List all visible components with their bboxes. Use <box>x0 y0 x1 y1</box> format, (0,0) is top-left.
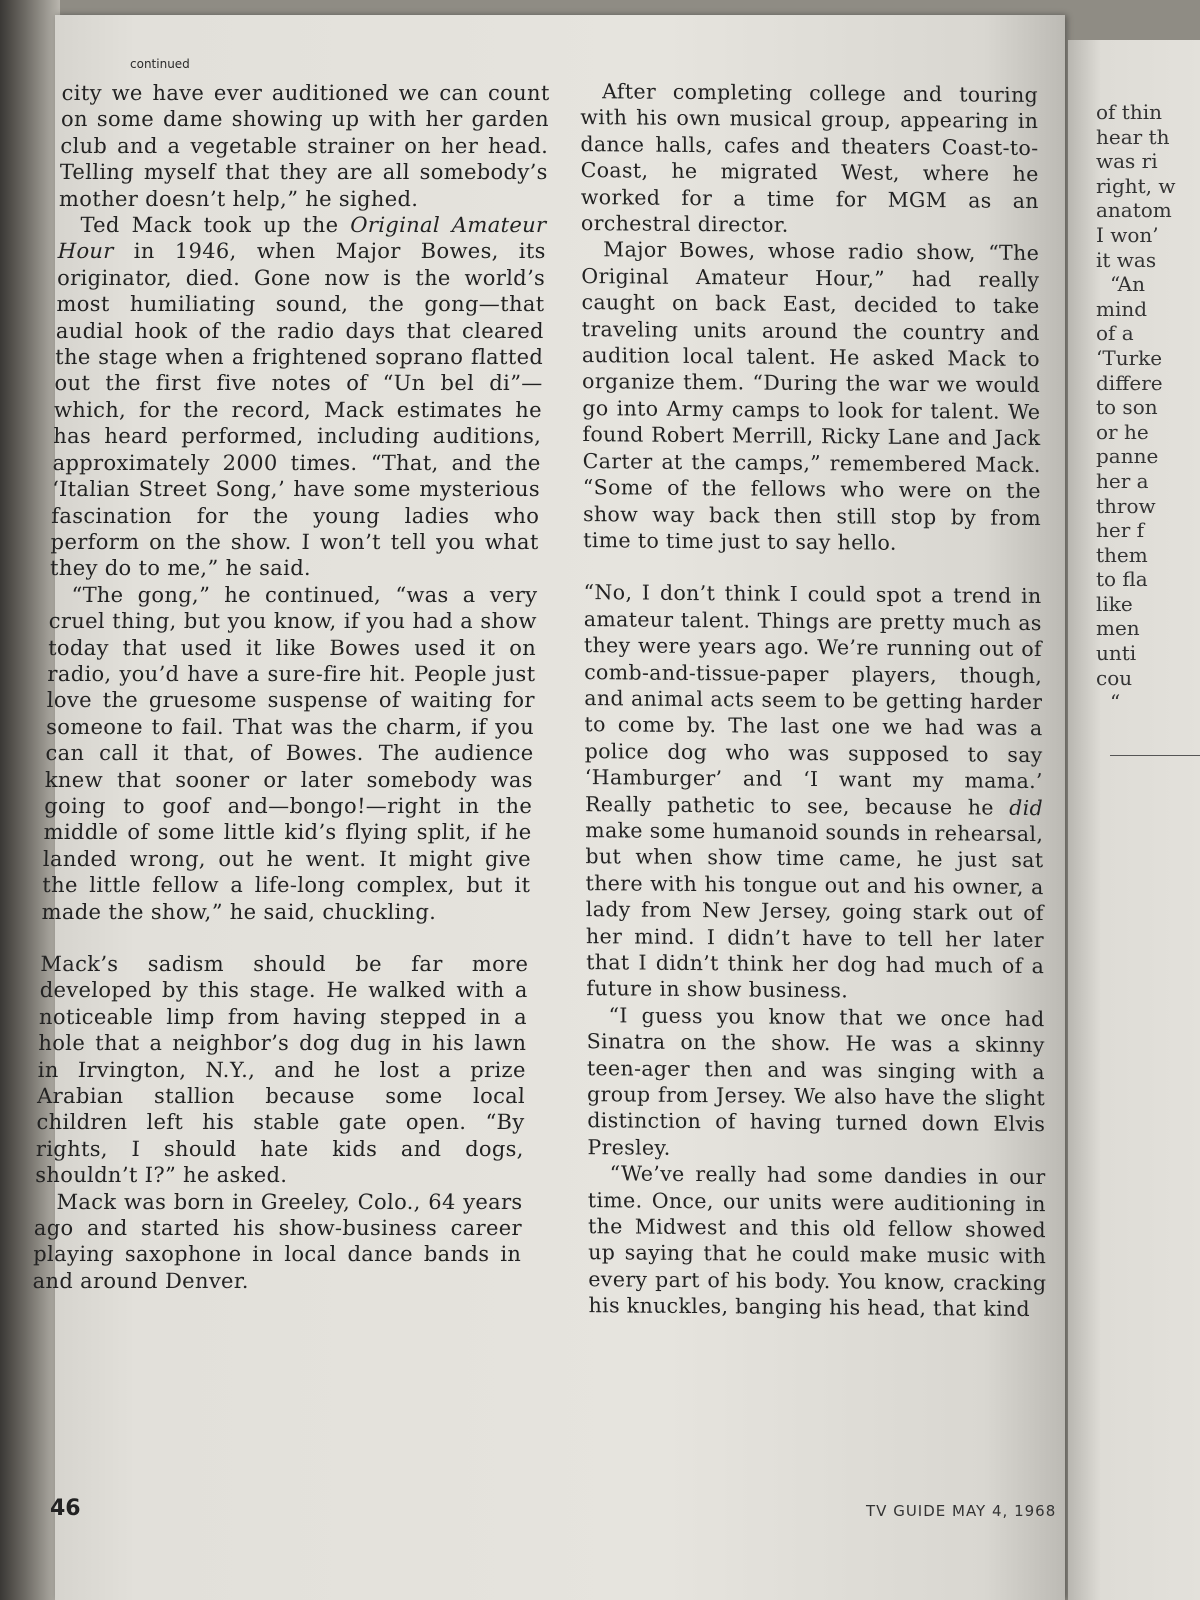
next-page-line: them <box>1096 542 1148 567</box>
next-page-line: to son <box>1096 395 1158 420</box>
next-page-line: panne <box>1096 444 1159 469</box>
article-column-right <box>580 78 1047 1323</box>
next-page-edge <box>1068 40 1200 1600</box>
next-page-line: like <box>1096 591 1133 616</box>
next-page-line: her a <box>1096 468 1149 493</box>
next-page-line: right, w <box>1096 173 1176 198</box>
paragraph: “The gong,” he continued, “was a very cruel thing, but you know, if you had a show today that used it like Bowes used it on radio, you’d have a sure-fire hit. People just love the gruesome suspense of waiting for someone to fail. That was the charm, if you can call it that, of Bowes. The audience knew that sooner or later somebody was going to goof and—bongo!—right in the middle of some little kid’s flying split, if he landed wrong, out he went. It might give the little fellow a life-long complex, but it made the show,” he said, chuckling. <box>41 582 538 924</box>
next-page-line: her f <box>1096 518 1145 543</box>
next-page-line: mind <box>1096 296 1148 321</box>
paragraph-text: make some humanoid sounds in rehearsal, but when show time came, he just sat there with his tongue out and his owner, a lady from New Jersey, going stark out of her mind. I didn’t have to tell her later that I didn’t think her dog had much of a future in show business. <box>585 818 1045 1003</box>
paragraph-text: “No, I don’t think I could spot a trend in amateur talent. Things are pretty much as they were years ago. We’re running out of comb-and-tissue-paper players, though, and animal acts seem to be getting harder to come by. The last one we had was a police dog who was supposed to say ‘Hamburger’ and ‘I want my mama.’ Really pathetic to see, because he <box>583 580 1043 820</box>
article-column-left <box>32 80 550 1294</box>
paragraph: city we have ever auditioned we can count on some dame showing up with her garden club and a vegetable strainer on her head. Telling myself that they are all somebody’s mother doesn’t help,” he sighed. <box>58 81 550 211</box>
next-page-text <box>1096 100 1200 715</box>
paragraph: After completing college and touring with his own musical group, appearing in dance halls, cafes and theaters Coast-to-Coast, he migrated West, where he worked for a time for MGM as an orchestral director. <box>580 79 1039 237</box>
paragraph-text: Ted Mack took up the <box>80 213 351 238</box>
next-page-line: anatom <box>1096 198 1172 223</box>
magazine-footer: TV GUIDE MAY 4, 1968 <box>866 1502 1057 1520</box>
page-number: 46 <box>50 1496 81 1521</box>
next-page-line: men <box>1096 616 1140 641</box>
next-page-line: of a <box>1096 321 1134 346</box>
next-page-line: unti <box>1096 641 1137 666</box>
paragraph: Mack was born in Greeley, Colo., 64 years ago and started his show-business career playing saxophone in local dance bands in and around Denver. <box>32 1189 523 1293</box>
next-page-line: was ri <box>1096 149 1158 174</box>
paragraph <box>50 212 547 582</box>
next-page-line: I won’ <box>1096 222 1159 247</box>
next-page-line: throw <box>1096 493 1156 518</box>
next-page-line: differe <box>1096 370 1163 395</box>
emphasis: did <box>1009 795 1044 820</box>
next-page-line: to fla <box>1096 567 1148 592</box>
paragraph: “We’ve really had some dandies in our time. Once, our units were auditioning in the Midwest and this old fellow showed up saying that he could make music with every part of his body. You know, cracking his knuckles, banging his head, that kind <box>587 1161 1047 1322</box>
next-page-line: “An <box>1110 272 1145 297</box>
paragraph <box>584 579 1045 1006</box>
next-page-line: of thin <box>1096 100 1162 124</box>
paragraph: “I guess you know that we once had Sinatra on the show. He was a skinny teen-ager then and was singing with a group from Jersey. We also have the slight distinction of having turned down Elvis Presley. <box>586 1003 1046 1160</box>
next-page-line: it was <box>1096 247 1157 272</box>
continued-label: continued <box>130 57 190 71</box>
show-title: Original Amateur Hour <box>57 213 547 264</box>
next-page-line: hear th <box>1096 124 1170 149</box>
next-page-line: or he <box>1096 419 1149 444</box>
next-page-line: “ <box>1110 690 1121 715</box>
paragraph-text: in 1946, when Major Bowes, its originator, died. Gone now is the world’s most humiliating sound, the gong—that audial hook of the radio days that cleared the stage when a frightened soprano flatted out the first five notes of “Un bel di”—which, for the record, Mack estimates he has heard performed, including auditions, approximately 2000 times. “That, and the ‘Italian Street Song,’ have some mysterious fascination for the young ladies who perform on the show. I won’t tell you what they do to me,” he said. <box>49 239 547 581</box>
next-page-line: ‘Turke <box>1096 345 1163 370</box>
divider <box>1110 755 1200 756</box>
paragraph: Major Bowes, whose radio show, “The Original Amateur Hour,” had really caught on back East, decided to take traveling units around the country and audition local talent. He asked Mack to organize them. “During the war we would go into Army camps to look for talent. We found Robert Merrill, Ricky Lane and Jack Carter at the camps,” remembered Mack. “Some of the fellows who were on the show way back then still stop by from time to time just to say hello. <box>581 237 1042 555</box>
paragraph: Mack’s sadism should be far more developed by this stage. He walked with a noticeable limp from having stepped in a hole that a neighbor’s dog dug in his lawn in Irvington, N.Y., and he lost a prize Arabian stallion because some local children left his stable gate open. “By rights, I should hate kids and dogs, shouldn’t I?” he asked. <box>34 952 529 1188</box>
next-page-line: cou <box>1096 665 1133 690</box>
